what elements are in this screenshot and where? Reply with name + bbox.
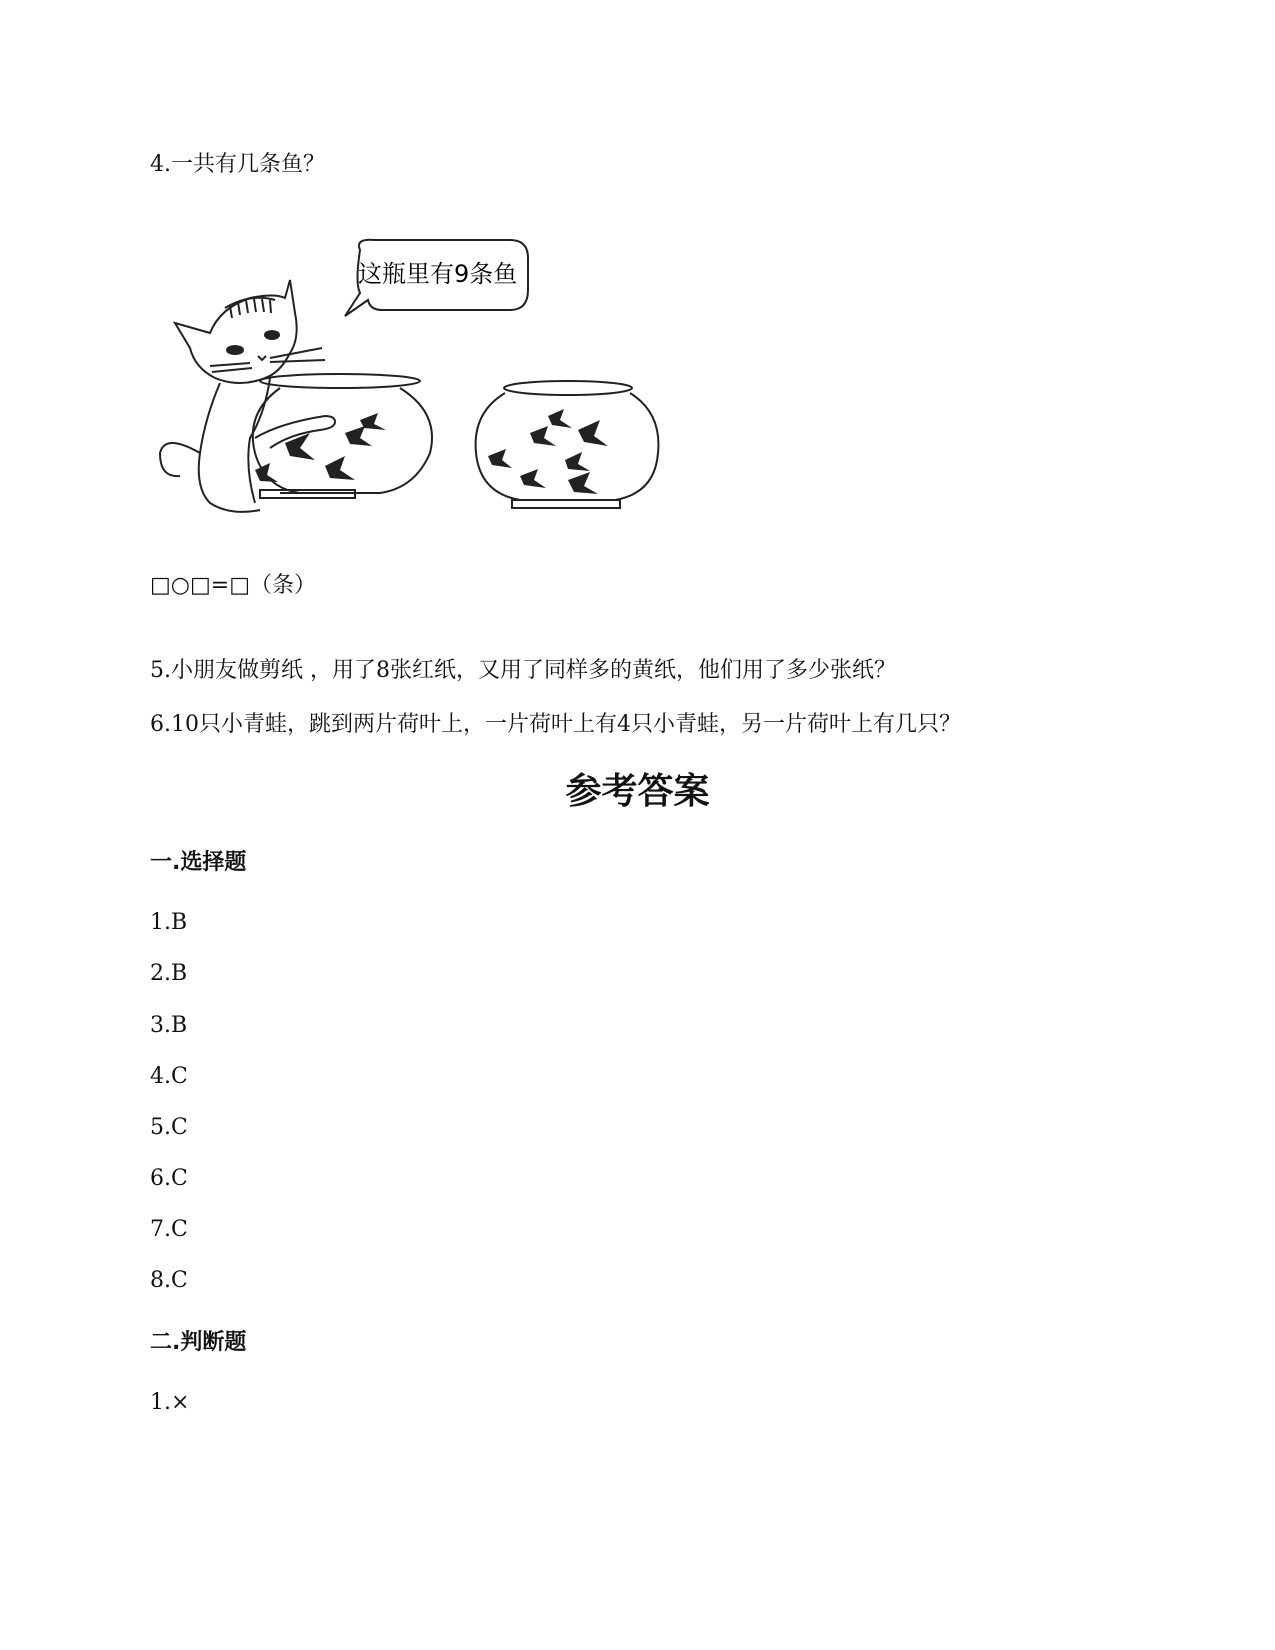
- cat-fishbowl-illustration: [150, 238, 670, 548]
- answer-item: 3.B: [150, 1013, 188, 1038]
- left-fishbowl-fish: [255, 413, 386, 482]
- cat-figure: [160, 280, 335, 512]
- answer-item: 7.C: [150, 1217, 188, 1242]
- section-1-title: 一.选择题: [150, 850, 247, 875]
- left-fishbowl: [253, 374, 432, 498]
- equation-line: □○□=□（条）: [150, 573, 316, 598]
- answer-item: 6.C: [150, 1166, 188, 1191]
- answer-item: 1.B: [150, 910, 188, 935]
- answer-item: 1.×: [150, 1390, 190, 1415]
- speech-bubble-text: 这瓶里有9条鱼: [358, 260, 518, 288]
- question-6: 6.10只小青蛙，跳到两片荷叶上，一片荷叶上有4只小青蛙，另一片荷叶上有几只？: [150, 712, 961, 737]
- right-fishbowl: [476, 381, 659, 508]
- question-4: 4.一共有几条鱼？: [150, 152, 325, 177]
- answer-item: 4.C: [150, 1064, 188, 1089]
- question-5: 5.小朋友做剪纸 ，用了8张红纸，又用了同样多的黄纸，他们用了多少张纸？: [150, 658, 896, 683]
- section-2-title: 二.判断题: [150, 1330, 247, 1355]
- speech-bubble: [345, 240, 528, 316]
- answer-item: 8.C: [150, 1268, 188, 1293]
- answers-title: 参考答案: [565, 771, 710, 812]
- answer-item: 5.C: [150, 1115, 188, 1140]
- right-fishbowl-fish: [488, 409, 608, 494]
- answer-item: 2.B: [150, 961, 188, 986]
